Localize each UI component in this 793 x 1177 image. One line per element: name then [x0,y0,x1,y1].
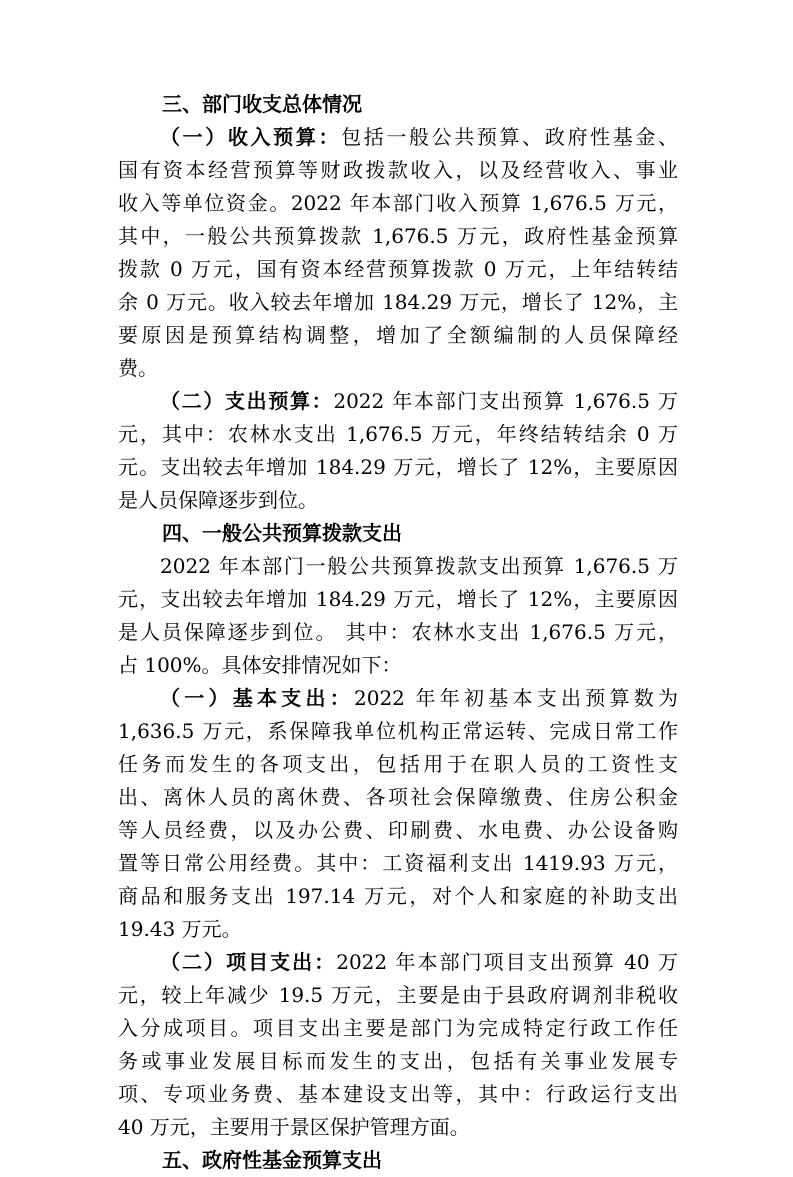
document-page [118,88,678,1177]
text-line: 占 100%。具体安排情况如下： [118,653,402,677]
text-line: 收入等单位资金。2022 年本部门收入预算 1,676.5 万元， [118,191,678,215]
text-line: 2022 年本部门一般公共预算拨款支出预算 1,676.5 万 [160,554,678,578]
text-line: 元，其中：农林水支出 1,676.5 万元，年终结转结余 0 万 [118,422,678,446]
text-line: 余 0 万元。收入较去年增加 184.29 万元，增长了 12%，主 [118,290,678,314]
text-line: （一）收入预算：包括一般公共预算、政府性基金、 [160,125,679,149]
text-line: 项、专项业务费、基本建设支出等，其中：行政运行支出 [118,1082,678,1106]
paragraph-basic-expense [118,682,678,946]
paragraph-income-budget [118,121,678,385]
text-line: （二）项目支出：2022 年本部门项目支出预算 40 万 [160,950,679,974]
subheading-label: （二）支出预算： [160,389,334,413]
text-line: 费。 [118,356,158,380]
section-heading-5: 五、政府性基金预算支出 [162,1148,382,1172]
paragraph-project-expense [118,946,678,1144]
paragraph-expense-budget [118,385,678,517]
subheading-label: （一）收入预算： [160,125,342,149]
text-line: 40 万元，主要用于景区保护管理方面。 [118,1115,470,1139]
text-line: （一）基本支出：2022 年年初基本支出预算数为 [160,686,678,710]
text-line: 商品和服务支出 197.14 万元，对个人和家庭的补助支出 [118,884,678,908]
text-line: 务或事业发展目标而发生的支出，包括有关事业发展专 [118,1049,678,1073]
text-line: 国有资本经营预算等财政拨款收入，以及经营收入、事业 [118,158,678,182]
text-line: 19.43 万元。 [118,917,242,941]
text-line: 其中，一般公共预算拨款 1,676.5 万元，政府性基金预算 [118,224,678,248]
section-heading-3: 三、部门收支总体情况 [162,92,362,116]
text-line: 置等日常公用经费。其中：工资福利支出 1419.93 万元， [118,851,678,875]
text-line: 等人员经费，以及办公费、印刷费、水电费、办公设备购 [118,818,678,842]
text-line: 是人员保障逐步到位。 其中：农林水支出 1,676.5 万元， [118,620,678,644]
text-line: （二）支出预算：2022 年本部门支出预算 1,676.5 万 [160,389,678,413]
section-heading-4: 四、一般公共预算拨款支出 [162,521,402,545]
text-line: 是人员保障逐步到位。 [118,488,318,512]
text-line: 任务而发生的各项支出，包括用于在职人员的工资性支 [118,752,678,776]
subheading-label: （二）项目支出： [160,950,337,974]
text-line: 元，较上年减少 19.5 万元，主要是由于县政府调剂非税收 [118,983,678,1007]
text-line: 出、离休人员的离休费、各项社会保障缴费、住房公积金 [118,785,678,809]
paragraph-general-budget [118,550,678,682]
subheading-label: （一）基本支出： [160,686,354,710]
text-line: 1,636.5 万元，系保障我单位机构正常运转、完成日常工作 [118,719,678,743]
text-line: 要原因是预算结构调整，增加了全额编制的人员保障经 [118,323,678,347]
text-line: 元。支出较去年增加 184.29 万元，增长了 12%，主要原因 [118,455,678,479]
text-line: 拨款 0 万元，国有资本经营预算拨款 0 万元，上年结转结 [118,257,678,281]
text-line: 元，支出较去年增加 184.29 万元，增长了 12%，主要原因 [118,587,678,611]
text-line: 入分成项目。项目支出主要是部门为完成特定行政工作任 [118,1016,678,1040]
